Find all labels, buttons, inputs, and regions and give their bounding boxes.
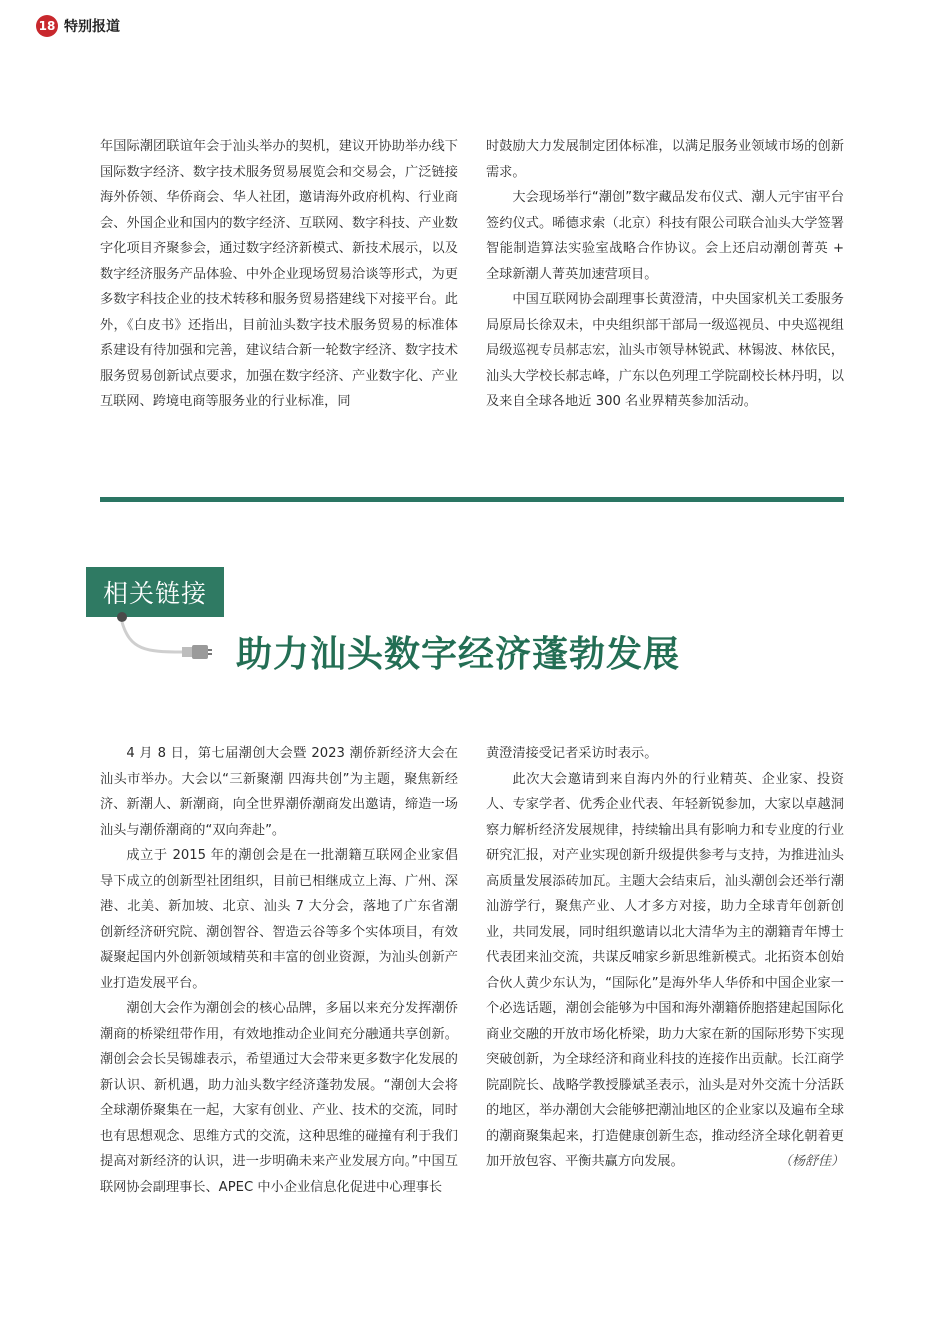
related-left-column <box>100 741 458 1200</box>
related-headline: 助力汕头数字经济蓬勃发展 <box>236 634 681 675</box>
body-paragraph-text: 此次大会邀请到来自海内外的行业精英、企业家、投资人、专家学者、优秀企业代表、年轻新锐参加，大家以卓越洞察力解析经济发展规律，持续输出具有影响力和专业度的行业研究汇报，对产业实现创新升级提供参考与支持，为推进汕头高质量发展添砖加瓦。主题大会结束后，汕头潮创会还举行潮汕游学行，聚焦产业、人才多方对接，助力全球青年创新创业，共同发展，同时组织邀请以北大清华为主的潮籍青年博士代表团来汕交流，共谋反哺家乡新思维新模式。北拓资本创始合伙人黄少东认为，“国际化”是海外华人华侨和中国企业家一个必选话题，潮创会能够为中国和海外潮籍侨胞搭建起国际化商业交融的开放市场化桥梁，助力大家在新的国际形势下实现突破创新，为全球经济和商业科技的连接作出贡献。长江商学院副院长、战略学教授滕斌圣表示，汕头是对外交流十分活跃的地区，举办潮创大会能够把潮汕地区的企业家以及遍布全球的潮商聚集起来，打造健康创新生态，推动经济全球化朝着更加开放包容、平衡共赢方向发展。 <box>486 771 844 1169</box>
body-paragraph: 时鼓励大力发展制定团体标准，以满足服务业领域市场的创新需求。 <box>486 139 844 180</box>
body-paragraph: 年国际潮团联谊年会于汕头举办的契机，建议开协助举办线下国际数字经济、数字技术服务贸易展览会和交易会，广泛链接海外侨领、华侨商会、华人社团，邀请海外政府机构、行业商会、外国企业和国内的数字经济、互联网、数字科技、产业数字化项目齐聚参会，通过数字经济新模式、新技术展示，以及数字经济服务产品体验、中外企业现场贸易洽谈等形式，为更多数字科技企业的技术转移和服务贸易搭建线下对接平台。此外，《白皮书》还指出，目前汕头数字技术服务贸易的标准体系建设有待加强和完善，建议结合新一轮数字经济、数字技术服务贸易创新试点要求，加强在数字经济、产业数字化、产业互联网、跨境电商等服务业的行业标准，同 <box>100 139 458 409</box>
related-right-column <box>486 741 844 1175</box>
body-paragraph: 成立于 2015 年的潮创会是在一批潮籍互联网企业家倡导下成立的创新型社团组织，目前已相继成立上海、广州、深港、北美、新加坡、北京、汕头 7 大分会，落地了广东省潮创新经济研究院、潮创智谷、智造云谷等多个实体项目，有效凝聚起国内外创新领域精英和丰富的创业资源，为汕头创新产业打造发展平台。 <box>100 848 458 991</box>
plug-connector-graphic <box>112 610 232 666</box>
top-article-left-column <box>100 134 458 415</box>
top-article-right-column <box>486 134 844 415</box>
body-paragraph <box>486 767 844 1175</box>
body-paragraph: 4 月 8 日，第七届潮创大会暨 2023 潮侨新经济大会在汕头市举办。大会以“三新聚潮 四海共创”为主题，聚焦新经济、新潮人、新潮商，向全世界潮侨潮商发出邀请，缔造一场汕头与潮侨潮商的“双向奔赴”。 <box>100 746 458 838</box>
body-paragraph: 潮创大会作为潮创会的核心品牌，多届以来充分发挥潮侨潮商的桥梁纽带作用，有效地推动企业间充分融通共享创新。潮创会会长吴锡雄表示，希望通过大会带来更多数字化发展的新认识、新机遇，助力汕头数字经济蓬勃发展。“潮创大会将全球潮侨聚集在一起，大家有创业、产业、技术的交流，同时也有思想观念、思维方式的交流，这种思维的碰撞有利于我们提高对新经济的认识，进一步明确未来产业发展方向。”中国互联网协会副理事长、APEC 中小企业信息化促进中心理事长 <box>100 1001 458 1195</box>
page-header <box>36 14 120 38</box>
section-divider <box>100 497 844 502</box>
author-signature: （杨舒佳） <box>778 1154 844 1169</box>
related-link-tag: 相关链接 <box>86 567 224 617</box>
section-title: 特别报道 <box>64 19 120 35</box>
page-number-badge: 18 <box>36 15 58 37</box>
body-paragraph: 中国互联网协会副理事长黄澄清，中央国家机关工委服务局原局长徐双未，中央组织部干部局一级巡视员、中央巡视组局级巡视专员郝志宏，汕头市领导林锐武、林锡波、林依民，汕头大学校长郝志峰，广东以色列理工学院副校长林丹明，以及来自全球各地近 300 名业界精英参加活动。 <box>486 292 844 409</box>
body-paragraph: 大会现场举行“潮创”数字藏品发布仪式、潮人元宇宙平台签约仪式。晞德求索（北京）科技有限公司联合汕头大学签署智能制造算法实验室战略合作协议。会上还启动潮创菁英 + 全球新潮人菁英加速营项目。 <box>486 190 844 282</box>
body-paragraph: 黄澄清接受记者采访时表示。 <box>486 746 658 761</box>
